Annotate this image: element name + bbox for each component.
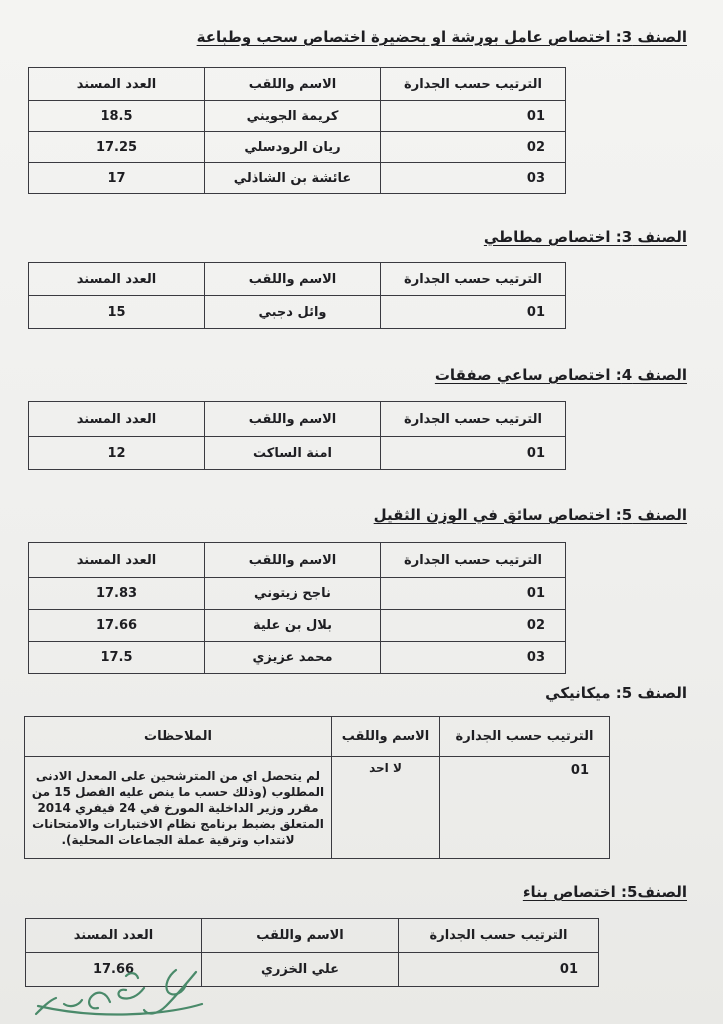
column-header-name: الاسم واللقب bbox=[205, 68, 381, 101]
column-header-score: العدد المسند bbox=[29, 68, 205, 101]
section-heading: الصنف 5: اختصاص سائق في الوزن الثقيل bbox=[373, 506, 687, 524]
column-header-name: الاسم واللقب bbox=[205, 543, 381, 578]
name-cell: بلال بن علية bbox=[205, 610, 381, 642]
column-header-score: العدد المسند bbox=[29, 263, 205, 296]
score-cell: 17.66 bbox=[26, 953, 202, 987]
rank-cell: 03 bbox=[381, 163, 566, 194]
rank-cell: 01 bbox=[381, 101, 566, 132]
name-cell: ناجح زيتوني bbox=[205, 578, 381, 610]
column-header-score: العدد المسند bbox=[26, 919, 202, 953]
score-cell: 17.5 bbox=[29, 642, 205, 674]
column-header-score: العدد المسند bbox=[29, 543, 205, 578]
name-cell: عائشة بن الشاذلي bbox=[205, 163, 381, 194]
column-header-name: الاسم واللقب bbox=[202, 919, 399, 953]
column-header-score: العدد المسند bbox=[29, 402, 205, 437]
rank-cell: 01 bbox=[381, 437, 566, 470]
name-cell: وائل دجبي bbox=[205, 296, 381, 329]
name-cell: علي الخزري bbox=[202, 953, 399, 987]
results-table bbox=[28, 542, 566, 674]
name-cell: امنة الساكت bbox=[205, 437, 381, 470]
score-cell: 17 bbox=[29, 163, 205, 194]
table-row bbox=[29, 163, 566, 194]
column-header-name: الاسم واللقب bbox=[332, 717, 440, 757]
table-row bbox=[29, 296, 566, 329]
rank-cell: 01 bbox=[381, 578, 566, 610]
rank-cell: 02 bbox=[381, 610, 566, 642]
score-cell: 18.5 bbox=[29, 101, 205, 132]
column-header-rank: الترتيب حسب الجدارة bbox=[381, 543, 566, 578]
column-header-notes: الملاحظات bbox=[25, 717, 332, 757]
name-cell: لا احد bbox=[332, 757, 440, 859]
table-row bbox=[25, 757, 610, 859]
notes-cell: لم يتحصل اي من المترشحين على المعدل الادنى المطلوب (وذلك حسب ما ينص عليه الفصل 15 من مقرر وزير الداخلية المورخ في 24 فيفري 2014 المتعلق بضبط برنامج نظام الاختبارات والامتحانات لانتداب وترقية عملة الجماعات المحلية). bbox=[25, 757, 332, 859]
results-table bbox=[28, 67, 566, 194]
rank-cell: 02 bbox=[381, 132, 566, 163]
section-heading: الصنف 3: اختصاص مطاطي bbox=[483, 228, 687, 246]
score-cell: 17.83 bbox=[29, 578, 205, 610]
name-cell: كريمة الجويني bbox=[205, 101, 381, 132]
column-header-name: الاسم واللقب bbox=[205, 263, 381, 296]
section-heading: الصنف 4: اختصاص ساعي صفقات bbox=[434, 366, 687, 384]
column-header-rank: الترتيب حسب الجدارة bbox=[399, 919, 599, 953]
rank-cell: 03 bbox=[381, 642, 566, 674]
score-cell: 17.25 bbox=[29, 132, 205, 163]
table-row bbox=[29, 437, 566, 470]
score-cell: 12 bbox=[29, 437, 205, 470]
results-table bbox=[28, 262, 566, 329]
column-header-rank: الترتيب حسب الجدارة bbox=[440, 717, 610, 757]
column-header-rank: الترتيب حسب الجدارة bbox=[381, 68, 566, 101]
score-cell: 15 bbox=[29, 296, 205, 329]
table-row bbox=[29, 101, 566, 132]
score-cell: 17.66 bbox=[29, 610, 205, 642]
section-heading: الصنف5: اختصاص بناء bbox=[522, 883, 687, 901]
rank-cell: 01 bbox=[399, 953, 599, 987]
table-row bbox=[29, 578, 566, 610]
name-cell: محمد عزيزي bbox=[205, 642, 381, 674]
table-row bbox=[29, 132, 566, 163]
section-heading: الصنف 5: ميكانيكي bbox=[545, 684, 687, 702]
column-header-rank: الترتيب حسب الجدارة bbox=[381, 402, 566, 437]
table-row bbox=[29, 642, 566, 674]
table-row bbox=[29, 610, 566, 642]
rank-cell: 01 bbox=[381, 296, 566, 329]
section-heading: الصنف 3: اختصاص عامل بورشة او بحضيرة اختصاص سحب وطباعة bbox=[196, 28, 687, 46]
signature-image bbox=[26, 962, 211, 1022]
rank-cell: 01 bbox=[440, 757, 610, 859]
results-table bbox=[28, 401, 566, 470]
name-cell: ريان الرودسلي bbox=[205, 132, 381, 163]
column-header-rank: الترتيب حسب الجدارة bbox=[381, 263, 566, 296]
results-table bbox=[24, 716, 610, 859]
column-header-name: الاسم واللقب bbox=[205, 402, 381, 437]
